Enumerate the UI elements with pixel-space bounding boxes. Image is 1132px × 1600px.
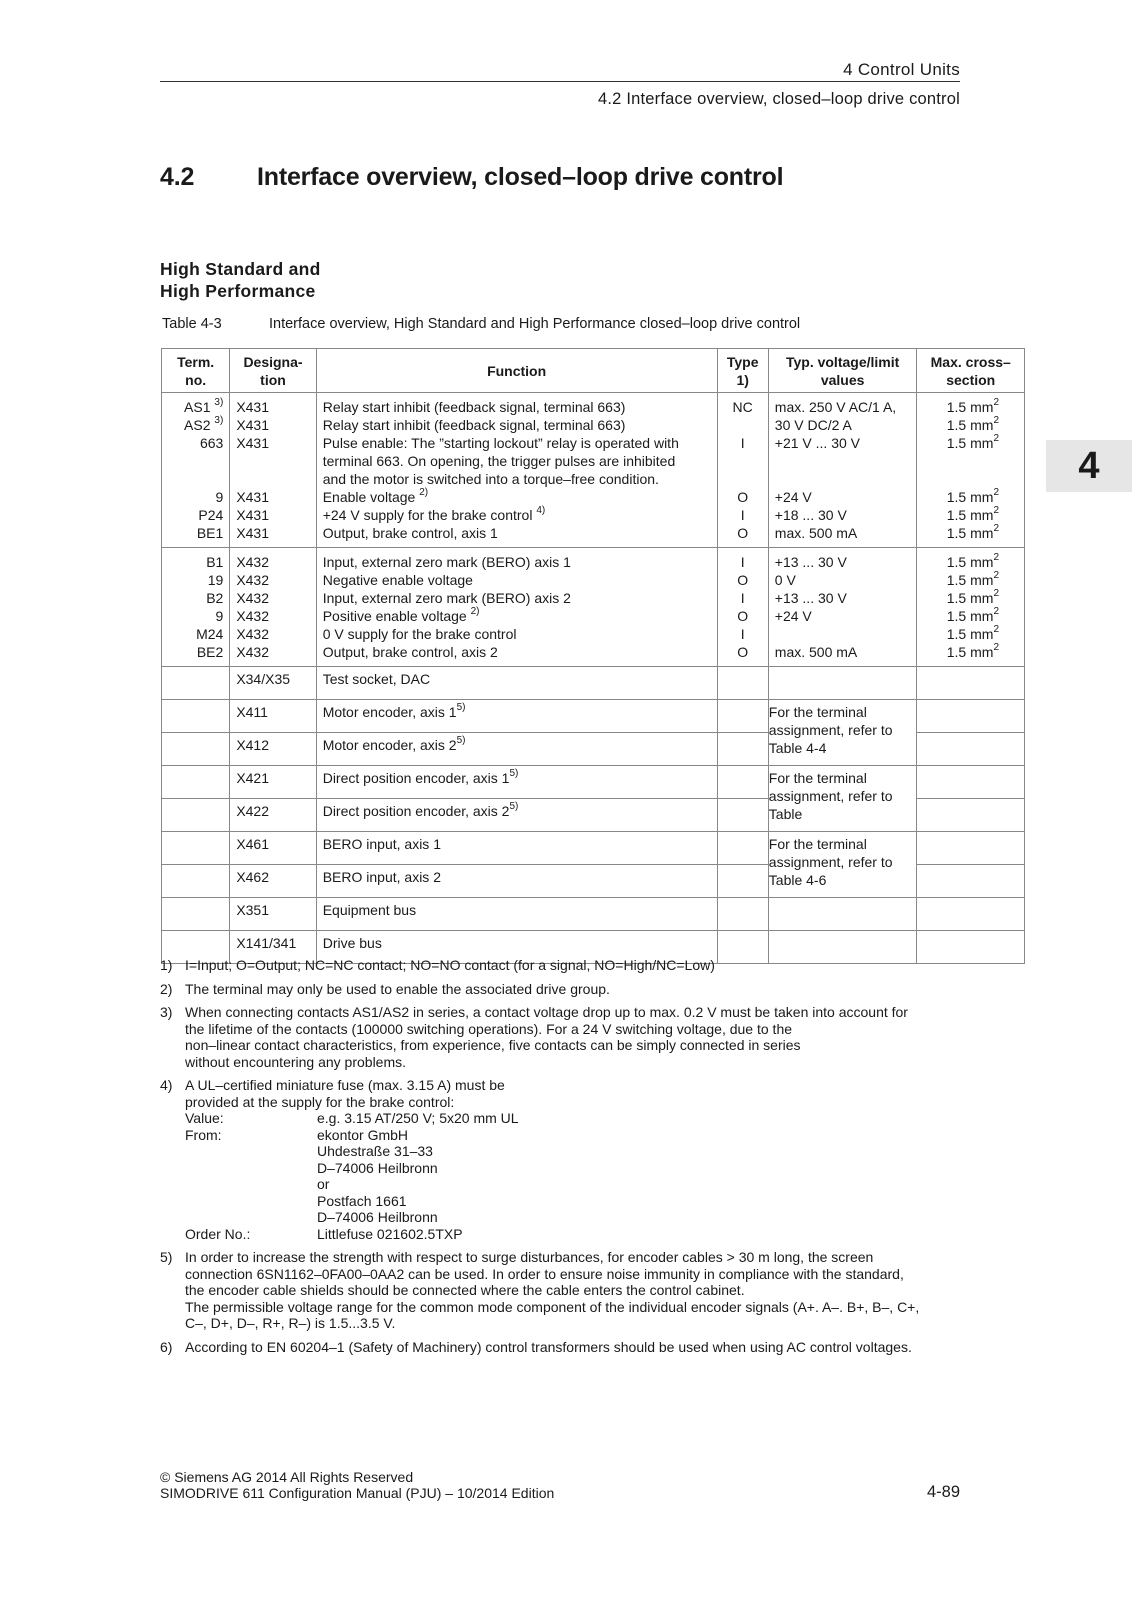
term-no: BE2 bbox=[196, 644, 224, 660]
header-line: tion bbox=[260, 371, 286, 388]
cross-section-value: 1.5 $mm^2$ bbox=[946, 624, 999, 642]
voltage-value: max. 250 V AC/1 A, bbox=[774, 399, 897, 415]
designation: X34/X35 bbox=[230, 667, 316, 700]
designation: X432 bbox=[236, 554, 270, 570]
cross-section-value: 1.5 $mm^2$ bbox=[946, 397, 999, 415]
header-line: Type bbox=[726, 353, 759, 370]
table-row-bus bbox=[162, 898, 1025, 931]
reference-line: Table bbox=[768, 806, 803, 822]
function-text: Enable voltage $^{2)}$ bbox=[322, 487, 429, 505]
footnote-4 bbox=[160, 1077, 960, 1242]
footnote-line: When connecting contacts AS1/AS2 in series, a contact voltage drop up to max. 0.2 V must be taken into account for bbox=[185, 1004, 908, 1020]
footnote-1 bbox=[160, 957, 960, 974]
footnote-2 bbox=[160, 981, 960, 998]
type-cell bbox=[717, 393, 768, 548]
table-header-row bbox=[162, 349, 1025, 393]
footnote-line: The permissible voltage range for the common mode component of the individual encoder signals (A+. A–. B+, B–, C+, bbox=[185, 1298, 920, 1315]
term-no-cell bbox=[162, 548, 230, 667]
fuse-order-number: Order No.: Littlefuse 021602.5TXP bbox=[185, 1225, 463, 1242]
type-value: O bbox=[737, 525, 749, 541]
function-text: BERO input, axis 1 bbox=[316, 832, 717, 865]
subheading-line: High Standard and bbox=[160, 259, 321, 279]
term-no-cell bbox=[162, 393, 230, 548]
table-caption-label: Table 4-3 bbox=[162, 316, 222, 332]
designation-cell bbox=[230, 393, 316, 548]
reference-line: Table 4-6 bbox=[768, 872, 827, 888]
function-text: 0 V supply for the brake control bbox=[322, 626, 517, 642]
header-cross-section bbox=[917, 349, 1025, 393]
type-value: NC bbox=[732, 399, 753, 415]
type-value: I bbox=[740, 507, 745, 523]
designation: X351 bbox=[230, 898, 316, 931]
footnotes bbox=[160, 957, 960, 1362]
footer-copyright: © Siemens AG 2014 All Rights Reserved bbox=[160, 1469, 414, 1485]
designation: X412 bbox=[230, 733, 316, 766]
footnote-number: 4) bbox=[160, 1077, 173, 1093]
subheading bbox=[160, 258, 321, 302]
table-row-encoder bbox=[162, 700, 1025, 733]
address-line: ekontor GmbH bbox=[317, 1126, 409, 1143]
footnote-text bbox=[185, 1004, 960, 1070]
designation: X432 bbox=[236, 590, 270, 606]
reference-line: For the terminal bbox=[768, 704, 867, 720]
reference-line: assignment, refer to bbox=[768, 722, 893, 738]
footnote-line: A UL–certified miniature fuse (max. 3.15 A) must be bbox=[185, 1077, 505, 1093]
cross-section-value: 1.5 $mm^2$ bbox=[946, 433, 999, 451]
designation: X461 bbox=[230, 832, 316, 865]
terminal-assignment-reference bbox=[768, 700, 917, 766]
type-value: O bbox=[737, 572, 749, 588]
designation-cell bbox=[230, 548, 316, 667]
footnote-line: the encoder cable shields should be connected where the cable enters the control cabinet. bbox=[185, 1282, 745, 1298]
function-text: terminal 663. On opening, the trigger pulses are inhibited bbox=[322, 453, 676, 469]
designation: X431 bbox=[236, 507, 270, 523]
terminal-assignment-reference bbox=[768, 832, 917, 898]
voltage-cell bbox=[768, 548, 917, 667]
function-text: Negative enable voltage bbox=[322, 572, 473, 588]
footnote-line: provided at the supply for the brake control: bbox=[185, 1093, 455, 1110]
table-caption-text: Interface overview, High Standard and High Performance closed–loop drive control bbox=[269, 316, 801, 332]
footnote-5 bbox=[160, 1249, 960, 1332]
footnote-number: 6) bbox=[160, 1338, 173, 1355]
term-no: 9 bbox=[215, 489, 224, 505]
designation: X431 bbox=[236, 489, 270, 505]
term-no: AS1 $^{3)}$ bbox=[184, 397, 224, 415]
voltage-cell bbox=[768, 393, 917, 548]
cross-section-cell bbox=[917, 393, 1025, 548]
header-voltage bbox=[768, 349, 917, 393]
cross-section-value: 1.5 $mm^2$ bbox=[946, 415, 999, 433]
type-value bbox=[718, 416, 768, 434]
voltage-value: +13 ... 30 V bbox=[774, 590, 847, 606]
header-line: 1) bbox=[736, 371, 749, 388]
header-designation bbox=[230, 349, 316, 393]
header-line: Designa- bbox=[243, 353, 303, 370]
term-no: 663 bbox=[199, 435, 224, 451]
address-line: Postfach 1661 bbox=[317, 1192, 407, 1209]
chapter-tab: 4 bbox=[1046, 440, 1132, 492]
term-no: M24 bbox=[196, 626, 224, 642]
address-line: or bbox=[317, 1176, 330, 1192]
voltage-value: max. 500 mA bbox=[774, 525, 858, 541]
voltage-value: +21 V ... 30 V bbox=[774, 435, 861, 451]
function-text: Input, external zero mark (BERO) axis 1 bbox=[322, 554, 571, 570]
page-number: 4-89 bbox=[926, 1483, 960, 1501]
address-line: D–74006 Heilbronn bbox=[317, 1209, 438, 1225]
designation: X421 bbox=[230, 766, 316, 799]
footer-manual-title: SIMODRIVE 611 Configuration Manual (PJU) – 10/2014 Edition bbox=[160, 1485, 555, 1501]
footnote-number: 2) bbox=[160, 980, 173, 997]
function-text: Direct position encoder, axis 2$^{5)}$ bbox=[316, 799, 717, 832]
voltage-value: +24 V bbox=[774, 489, 812, 505]
table-row-bero bbox=[162, 832, 1025, 865]
function-text: Positive enable voltage $^{2)}$ bbox=[322, 606, 480, 624]
fuse-value: Value: e.g. 3.15 AT/250 V; 5x20 mm UL bbox=[185, 1110, 519, 1126]
designation: X431 bbox=[236, 435, 270, 451]
header-line: values bbox=[820, 371, 865, 388]
reference-line: For the terminal bbox=[768, 836, 867, 852]
type-value: I bbox=[740, 590, 745, 606]
footnote-text: According to EN 60204–1 (Safety of Machinery) control transformers should be used when using AC control voltages. bbox=[185, 1338, 912, 1355]
type-value: I bbox=[740, 435, 745, 451]
term-no: B2 bbox=[206, 590, 224, 606]
header-rule bbox=[160, 81, 960, 82]
term-no: 19 bbox=[207, 572, 224, 588]
function-text: Output, brake control, axis 1 bbox=[322, 525, 498, 541]
footnote-number: 1) bbox=[160, 957, 173, 973]
function-text: Equipment bus bbox=[316, 898, 717, 931]
function-text: BERO input, axis 2 bbox=[316, 865, 717, 898]
header-line: section bbox=[946, 371, 996, 388]
function-text: and the motor is switched into a torque–free condition. bbox=[322, 471, 659, 487]
header-type bbox=[717, 349, 768, 393]
running-header-section: 4.2 Interface overview, closed–loop drive control bbox=[598, 90, 960, 108]
function-text: Direct position encoder, axis 1$^{5)}$ bbox=[316, 766, 717, 799]
type-value: O bbox=[737, 608, 749, 624]
footnote-line: non–linear contact characteristics, from experience, five contacts can be simply connected in series bbox=[185, 1037, 801, 1053]
cross-section-value: 1.5 $mm^2$ bbox=[946, 606, 999, 624]
cross-section-value: 1.5 $mm^2$ bbox=[946, 570, 999, 588]
term-no: 9 bbox=[215, 608, 224, 624]
type-value: I bbox=[740, 626, 745, 642]
function-text: Input, external zero mark (BERO) axis 2 bbox=[322, 590, 571, 606]
function-text: Drive bus bbox=[316, 931, 717, 964]
voltage-value: +18 ... 30 V bbox=[774, 507, 847, 523]
cross-section-value: 1.5 $mm^2$ bbox=[946, 523, 999, 541]
header-line: Term. bbox=[177, 353, 215, 370]
function-text: Output, brake control, axis 2 bbox=[322, 644, 498, 660]
designation: X432 bbox=[236, 572, 270, 588]
header-line: Max. cross– bbox=[930, 353, 1011, 370]
footnote-number: 5) bbox=[160, 1249, 173, 1265]
running-header-chapter: 4 Control Units bbox=[843, 60, 960, 79]
voltage-value: +24 V bbox=[774, 608, 812, 624]
section-title bbox=[160, 163, 783, 192]
footnote-text: The terminal may only be used to enable the associated drive group. bbox=[185, 980, 610, 997]
designation: X431 bbox=[236, 417, 270, 433]
designation: X141/341 bbox=[230, 931, 316, 964]
header-function: Function bbox=[316, 349, 717, 393]
header-line: Typ. voltage/limit bbox=[785, 353, 900, 370]
header-line: no. bbox=[185, 371, 207, 388]
footnote-number: 3) bbox=[160, 1004, 173, 1020]
function-cell bbox=[316, 548, 717, 667]
address-line: D–74006 Heilbronn bbox=[317, 1159, 438, 1176]
cross-section-value: 1.5 $mm^2$ bbox=[946, 642, 999, 660]
function-text: Motor encoder, axis 2$^{5)}$ bbox=[316, 733, 717, 766]
term-no: B1 bbox=[206, 554, 224, 570]
footnote-6 bbox=[160, 1339, 960, 1356]
footnote-line: the lifetime of the contacts (100000 switching operations). For a 24 V switching voltage, due to the bbox=[185, 1020, 793, 1037]
terminal-group-x432 bbox=[162, 548, 1025, 667]
voltage-value: 0 V bbox=[774, 572, 796, 588]
terminal-assignment-reference bbox=[768, 766, 917, 832]
footnote-text bbox=[185, 1077, 960, 1242]
section-number: 4.2 bbox=[160, 163, 195, 191]
term-no: BE1 bbox=[196, 525, 224, 541]
function-text: Test socket, DAC bbox=[316, 667, 717, 700]
type-value: I bbox=[740, 554, 745, 570]
reference-line: assignment, refer to bbox=[768, 854, 893, 870]
table-row-encoder bbox=[162, 766, 1025, 799]
reference-line: For the terminal bbox=[768, 770, 867, 786]
footnote-line: connection 6SN1162–0FA00–0AA2 can be used. In order to ensure noise immunity in compliance with the standard, bbox=[185, 1265, 904, 1282]
footnote-line: C–, D+, D–, R+, R–) is 1.5...3.5 V. bbox=[185, 1315, 396, 1331]
footnote-text: I=Input; O=Output; NC=NC contact; NO=NO contact (for a signal, NO=High/NC=Low) bbox=[185, 957, 715, 973]
section-title-text: Interface overview, closed–loop drive control bbox=[257, 163, 784, 191]
footnote-3 bbox=[160, 1004, 960, 1070]
footnote-text bbox=[185, 1249, 960, 1332]
designation: X431 bbox=[236, 399, 270, 415]
designation: X411 bbox=[230, 700, 316, 733]
table-row-test-socket bbox=[162, 667, 1025, 700]
terminal-group-x431 bbox=[162, 393, 1025, 548]
type-value: O bbox=[737, 644, 749, 660]
reference-line: assignment, refer to bbox=[768, 788, 893, 804]
cross-section-value: 1.5 $mm^2$ bbox=[946, 505, 999, 523]
interface-table bbox=[161, 348, 1025, 964]
designation: X432 bbox=[236, 608, 270, 624]
header-term-no bbox=[162, 349, 230, 393]
designation: X432 bbox=[236, 626, 270, 642]
footnote-line: In order to increase the strength with respect to surge disturbances, for encoder cables > 30 m long, the screen bbox=[185, 1249, 874, 1265]
cross-section-value: 1.5 $mm^2$ bbox=[946, 552, 999, 570]
function-text: Relay start inhibit (feedback signal, terminal 663) bbox=[322, 417, 626, 433]
type-value: O bbox=[737, 489, 749, 505]
designation: X422 bbox=[230, 799, 316, 832]
designation: X432 bbox=[236, 644, 270, 660]
cross-section-value: 1.5 $mm^2$ bbox=[946, 588, 999, 606]
function-text: +24 V supply for the brake control $^{4)}$ bbox=[322, 505, 546, 523]
voltage-value: 30 V DC/2 A bbox=[774, 417, 852, 433]
reference-line: Table 4-4 bbox=[768, 740, 827, 756]
function-cell bbox=[316, 393, 717, 548]
function-text: Pulse enable: The ”starting lockout” relay is operated with bbox=[322, 435, 679, 451]
term-no: P24 bbox=[198, 507, 224, 523]
cross-section-cell bbox=[917, 548, 1025, 667]
function-text: Motor encoder, axis 1$^{5)}$ bbox=[316, 700, 717, 733]
term-no: AS2 $^{3)}$ bbox=[184, 415, 224, 433]
voltage-value: +13 ... 30 V bbox=[774, 554, 847, 570]
cross-section-value: 1.5 $mm^2$ bbox=[946, 487, 999, 505]
type-cell bbox=[717, 548, 768, 667]
address-line: Uhdestraße 31–33 bbox=[317, 1143, 433, 1159]
designation: X431 bbox=[236, 525, 270, 541]
voltage-value: max. 500 mA bbox=[774, 644, 858, 660]
designation: X462 bbox=[230, 865, 316, 898]
footnote-line: without encountering any problems. bbox=[185, 1053, 407, 1070]
subheading-line: High Performance bbox=[160, 281, 316, 301]
fuse-supplier: From: ekontor GmbH Uhdestraße 31–33 D–74006 Heilbronn or Postfach 1661 D–74006 Heilbronn bbox=[185, 1126, 438, 1225]
function-text: Relay start inhibit (feedback signal, terminal 663) bbox=[322, 399, 626, 415]
voltage-value bbox=[775, 625, 917, 643]
